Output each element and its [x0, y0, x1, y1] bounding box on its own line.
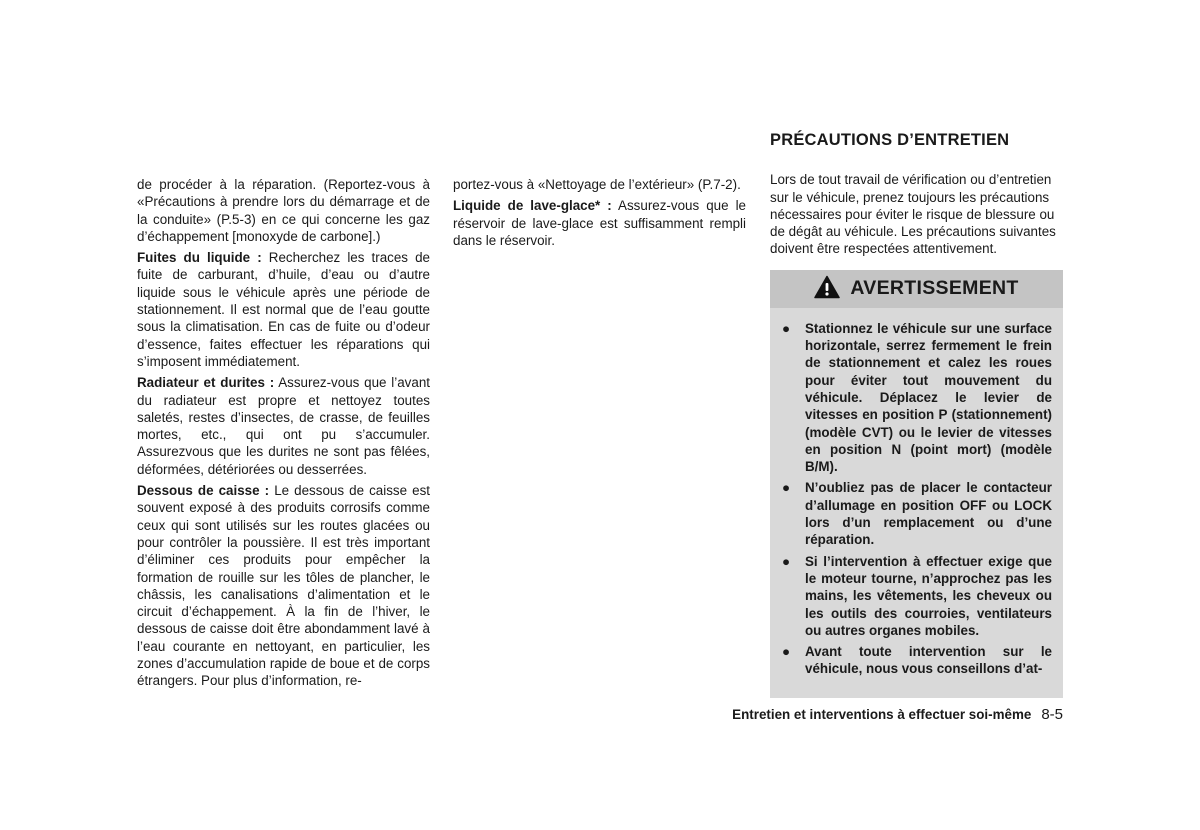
paragraph-fuites-liquide: Fuites du liquide : Recherchez les traces de fuite de carburant, d’huile, d’eau ou d’autre liquide sous le véhicule après une période de stationnement. Il est normal que de l’eau goutte sous la climatisation. En cas de fuite ou d’odeur d’essence, faites effectuer les réparations qui s’imposent immédiatement. — [137, 250, 430, 369]
warning-header — [770, 270, 1063, 308]
footer-section-title: Entretien et interventions à effectuer soi-même — [732, 707, 1032, 722]
warning-title: AVERTISSEMENT — [850, 277, 1019, 300]
label-fuites-liquide: Fuites du liquide : — [137, 250, 262, 266]
bullet-icon: ● — [782, 480, 791, 496]
warning-triangle-icon — [814, 275, 840, 303]
warning-list — [770, 308, 1063, 678]
label-dessous-caisse: Dessous de caisse : — [137, 483, 270, 499]
paragraph-radiateur-durites: Radiateur et durites : Assurez-vous que l’avant du radiateur est propre et nettoyez toutes saletés, restes d’insectes, de crasse, de feuilles mortes, etc., qui ont pu s’accumuler. Assurezvous que les durites ne sont pas fêlées, déformées, détériorées ou desserrées. — [137, 375, 430, 477]
warning-item: ● N’oubliez pas de placer le contacteur d’allumage en position OFF ou LOCK lors d’un remplacement ou d’une réparation. — [782, 480, 1052, 548]
warning-item: ● Si l’intervention à effectuer exige que le moteur tourne, n’approchez pas les mains, les vêtements, les cheveux ou les outils des courroies, ventilateurs ou autres organes mobiles. — [782, 553, 1052, 638]
section-title: PRÉCAUTIONS D’ENTRETIEN — [770, 131, 1010, 149]
paragraph-lave-glace: Liquide de lave-glace* : Assurez-vous que le réservoir de lave-glace est suffisamment rempli dans le réservoir. — [453, 198, 746, 248]
bullet-icon: ● — [782, 320, 791, 336]
bullet-icon: ● — [782, 644, 791, 660]
paragraph-dessous-caisse: Dessous de caisse : Le dessous de caisse est souvent exposé à des produits corrosifs comme ceux qui sont utilisés sur les routes glacées ou pour contrôler la poussière. Il est très important d’éliminer ces produits pour empêcher la formation de rouille sur les tôles de plancher, le châssis, les canalisations d’alimentation et le circuit d’échappement. À la fin de l’hiver, le dessous de caisse doit être abondamment lavé à l’eau courante en nettoyant, en particulier, les zones d’accumulation rapide de boue et de corps étrangers. Pour plus d’information, re- — [137, 483, 430, 689]
paragraph-continuation: de procéder à la réparation. (Reportez-vous à «Précautions à prendre lors du démarrage et de la conduite» (P.5-3) en ce qui concerne les gaz d’échappement [monoxyde de carbone].) — [137, 177, 430, 244]
warning-item: ● Avant toute intervention sur le véhicule, nous vous conseillons d’at- — [782, 644, 1052, 677]
warning-item: ● Stationnez le véhicule sur une surface horizontale, serrez fermement le frein de stationnement et calez les roues pour éviter tout mouvement du véhicule. Déplacez le levier de vitesses en position P (stationnement) (modèle CVT) ou le levier de vitesses en position N (point mort) (modèle B/M). — [782, 320, 1052, 475]
page-number: 8-5 — [1041, 706, 1063, 723]
page-footer — [640, 706, 1063, 723]
paragraph-nettoyage-reference: portez-vous à «Nettoyage de l’extérieur» (P.7-2). — [453, 177, 741, 192]
text-column-1 — [137, 176, 430, 694]
warning-box — [770, 270, 1063, 698]
intro-paragraph: Lors de tout travail de vérification ou d’entretien sur le véhicule, prenez toujours les précautions nécessaires pour éviter le risque de blessure ou de dégât au véhicule. Les précautions suivantes doivent être respectées attentivement. — [770, 172, 1056, 257]
bullet-icon: ● — [782, 553, 791, 569]
label-lave-glace: Liquide de lave-glace* : — [453, 198, 612, 214]
text-column-3 — [770, 132, 1063, 698]
label-radiateur-durites: Radiateur et durites : — [137, 375, 275, 391]
text-column-2 — [453, 176, 746, 253]
